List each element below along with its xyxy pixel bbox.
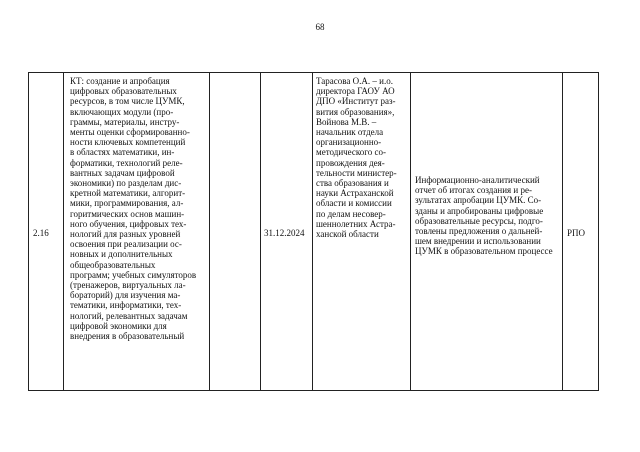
code-cell: РПО — [567, 228, 586, 238]
activity-table — [28, 72, 599, 391]
expected-result: Информационно-аналитический отчет об итогах создания и ре- зультатах апробации ЦУМК. Со- зданы и апробированы цифровые образовательные ресурсы, подго- товлены предложения о дальней- шем внедрении и использовании ЦУМК в образовательном процессе — [415, 175, 553, 257]
row-number: 2.16 — [33, 228, 49, 238]
responsible-persons: Тарасова О.А. – и.о. директора ГАОУ АО ДПО «Институт раз- вития образования», Войнова М.В. – начальник отдела организационно- методического со- провождения дея- тельности министер- ства образования и науки Астраханской области и комиссии по делам несовер- шеннолетних Астра- ханской области — [316, 76, 397, 240]
activity-description: КТ: создание и апробация цифровых образовательных ресурсов, в том числе ЦУМК, включающих модули (про- граммы, материалы, инстру- менты оценки сформированно- ности ключевых компетенций в областях математики, ин- форматики, технологий реле- вантных задачам цифровой экономики) по разделам дис- кретной математики, алгорит- мики, программирования, ал- горитмических основ машин- ного обучения, цифровых тех- нологий для разных уровней освоения при реализации ос- новных и дополнительных общеобразовательных программ; учебных симуляторов (тренажеров, виртуальных ла- бораторий) для изучения ма- тематики, информатики, тех- нологий, релевантных задачам цифровой экономики для внедрения в образовательный — [70, 76, 197, 342]
column-divider — [63, 73, 64, 390]
column-divider — [260, 73, 261, 390]
deadline-date: 31.12.2024 — [264, 228, 305, 238]
page-number: 68 — [315, 22, 325, 32]
